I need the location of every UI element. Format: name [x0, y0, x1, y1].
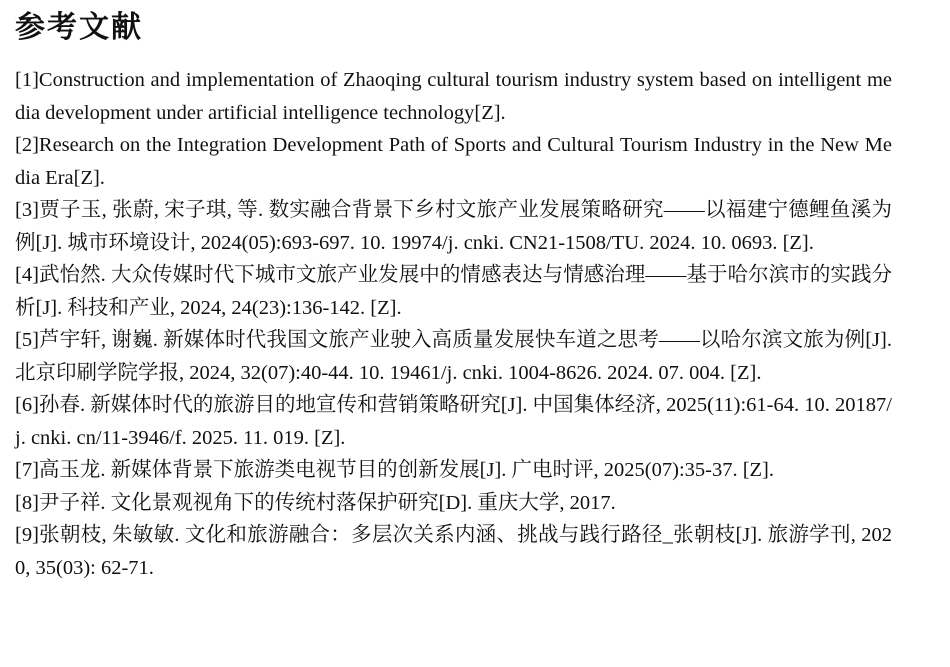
reference-number: [4]	[15, 264, 39, 286]
reference-text: Research on the Integration Development Path of Sports and Cultural Tourism Industry in the New Media Era[Z].	[15, 134, 892, 189]
reference-number: [7]	[15, 459, 39, 481]
reference-item-4	[15, 259, 892, 324]
reference-number: [6]	[15, 394, 39, 416]
reference-item-2	[15, 129, 892, 194]
reference-item-8	[15, 487, 892, 520]
reference-item-7	[15, 454, 892, 487]
page-title: 参考文献	[15, 10, 143, 45]
reference-item-5	[15, 324, 892, 389]
reference-item-6	[15, 389, 892, 454]
reference-text: 武怡然. 大众传媒时代下城市文旅产业发展中的情感表达与情感治理——基于哈尔滨市的实践分析[J]. 科技和产业, 2024, 24(23):136-142. [Z].	[15, 264, 892, 319]
reference-item-1	[15, 64, 892, 129]
reference-number: [5]	[15, 329, 39, 351]
reference-text: Construction and implementation of Zhaoqing cultural tourism industry system based on intelligent media development under artificial intelligence technology[Z].	[15, 69, 892, 124]
reference-text: 芦宇轩, 谢巍. 新媒体时代我国文旅产业驶入高质量发展快车道之思考——以哈尔滨文旅为例[J]. 北京印刷学院学报, 2024, 32(07):40-44. 10. 19461/j. cnki. 1004-8626. 2024. 07. 004. [Z].	[15, 329, 892, 384]
reference-text: 尹子祥. 文化景观视角下的传统村落保护研究[D]. 重庆大学, 2017.	[38, 491, 616, 514]
reference-number: [1]	[15, 69, 39, 91]
reference-text: 贾子玉, 张蔚, 宋子琪, 等. 数实融合背景下乡村文旅产业发展策略研究——以福建宁德鲤鱼溪为例[J]. 城市环境设计, 2024(05):693-697. 10. 19974/j. cnki. CN21-1508/TU. 2024. 10. 0693. [Z].	[15, 199, 892, 254]
reference-list	[15, 64, 892, 584]
reference-number: [3]	[15, 199, 39, 221]
reference-item-3	[15, 194, 892, 259]
reference-number: [8]	[15, 491, 39, 514]
reference-text: 高玉龙. 新媒体背景下旅游类电视节目的创新发展[J]. 广电时评, 2025(07):35-37. [Z].	[38, 459, 775, 481]
reference-text: 孙春. 新媒体时代的旅游目的地宣传和营销策略研究[J]. 中国集体经济, 2025(11):61-64. 10. 20187/j. cnki. cn/11-3946/f. 2025. 11. 019. [Z].	[15, 394, 892, 449]
reference-text: 张朝枝, 朱敏敏. 文化和旅游融合：多层次关系内涵、挑战与践行路径_张朝枝[J]. 旅游学刊, 2020, 35(03): 62-71.	[15, 524, 892, 579]
reference-number: [9]	[15, 524, 39, 546]
reference-number: [2]	[15, 134, 39, 156]
reference-item-9	[15, 519, 892, 584]
